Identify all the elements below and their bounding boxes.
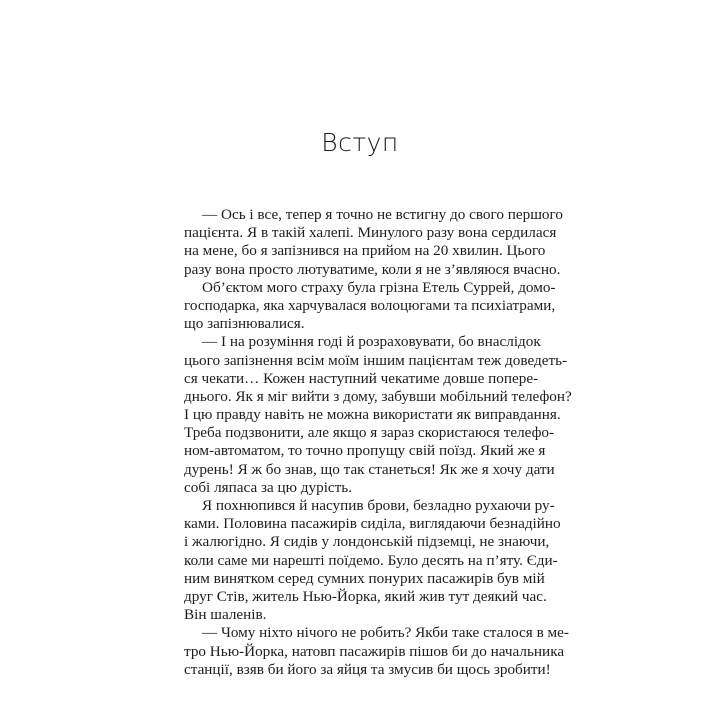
text-line: — Ось і все, тепер я точно не встигну до свого першого (202, 206, 563, 223)
text-line: ним винятком серед сумних понурих пасажирів був мій (184, 569, 545, 587)
text-line: що запізнювалися. (184, 315, 305, 333)
paragraph-4 (184, 497, 561, 624)
text-line: тро Нью-Йорка, натовп пасажирів пішов би до начальника (184, 642, 565, 660)
text-line: разу вона просто лютуватиме, коли я не з’являюся вчасно. (184, 260, 561, 278)
paragraph-3 (184, 333, 572, 497)
text-line: ном-автоматом, то точно пропущу свій поїзд. Який же я (184, 442, 546, 460)
text-line: дурень! Я ж бо знав, що так станеться! Як же я хочу дати (184, 460, 555, 478)
text-line: днього. Як я міг вийти з дому, забувши мобільний телефон? (184, 387, 572, 405)
text-line: ками. Половина пасажирів сиділа, виглядаючи безнадійно (184, 515, 561, 533)
text-line: ся чекати… Кожен наступний чекатиме довше попере- (184, 369, 539, 387)
text-line: Об’єктом мого страху була грізна Етель Суррей, домо- (202, 278, 556, 296)
text-line: — Чому ніхто нічого не робить? Якби таке сталося в ме- (202, 624, 569, 642)
text-line: Я похнюпився й насупив брови, безладно рухаючи ру- (202, 497, 555, 514)
text-line: — І на розуміння годі й розраховувати, бо внаслідок (202, 333, 541, 351)
paragraph-2 (184, 278, 556, 334)
chapter-title: Вступ (321, 128, 399, 157)
text-line: господарка, яка харчувалася волоцюгами та психіатрами, (184, 296, 556, 314)
text-line: пацієнта. Я в такій халепі. Минулого разу вона сердилася (184, 224, 557, 242)
text-line: І цю правду навіть не можна використати як виправдання. (184, 406, 561, 424)
text-line: цього запізнення всім моїм іншим пацієнтам теж доведеть- (184, 351, 568, 369)
text-line: на мене, бо я запізнився на прийом на 20 хвилин. Цього (184, 242, 546, 260)
paragraph-1 (184, 206, 563, 279)
text-line: Треба подзвонити, але якщо я зараз скористаюся телефо- (184, 424, 555, 442)
paragraph-5 (184, 624, 569, 679)
text-line: станції, взяв би його за яйця та змусив би щось зробити! (184, 660, 551, 678)
text-line: і жалюгідно. Я сидів у лондонській підземці, не знаючи, (184, 533, 550, 551)
text-line: Він шаленів. (184, 606, 267, 624)
text-line: коли саме ми нарешті поїдемо. Було десять на п’яту. Єди- (184, 551, 558, 569)
text-line: друг Стів, житель Нью-Йорка, який жив тут деякий час. (184, 587, 547, 605)
chapter-body (184, 206, 572, 679)
text-line: собі ляпаса за цю дурість. (184, 478, 353, 496)
